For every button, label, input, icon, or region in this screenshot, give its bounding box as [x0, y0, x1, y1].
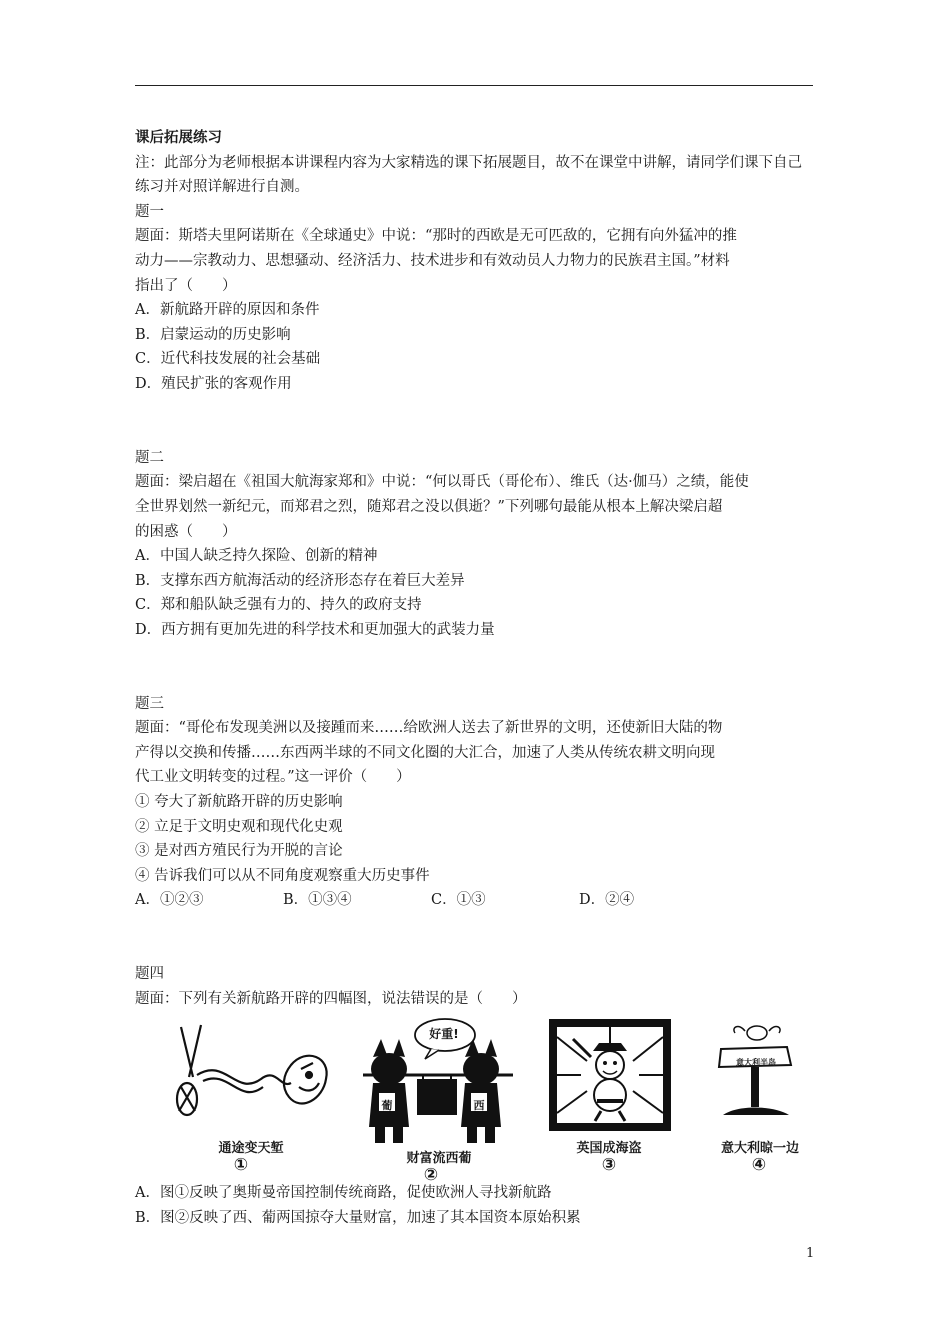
cartoon-figures: [135, 1017, 815, 1186]
figure-4-caption: 意大利晾一边: [720, 1141, 799, 1157]
question-2-stem-line: 题面：梁启超在《祖国大航海家郑和》中说：“何以哥氏（哥伦布）、维氏（达·伽马）之绩，能使: [135, 474, 749, 491]
figure-2-tag-spain: 西: [473, 1099, 485, 1113]
question-4-stem-line: 题面：下列有关新航路开辟的四幅图，说法错误的是（ ）: [135, 990, 527, 1007]
question-1-option-c: C．近代科技发展的社会基础: [135, 351, 321, 368]
question-3-statement: ④ 告诉我们可以从不同角度观察重大历史事件: [135, 867, 430, 884]
question-3-statement: ② 立足于文明史观和现代化史观: [135, 818, 343, 835]
figure-2-tag-portugal: 葡: [381, 1099, 393, 1113]
question-3-option-b: B．①③④: [283, 892, 352, 909]
cartoon-figure-3: [547, 1017, 673, 1133]
question-2-stem-line: 全世界划然一新纪元，而郑君之烈，随郑君之没以俱逝？”下列哪句最能从根本上解决梁启超: [135, 498, 723, 515]
question-4-option-a: A．图①反映了奥斯曼帝国控制传统商路，促使欧洲人寻找新航路: [135, 1185, 552, 1202]
section-heading: 课后拓展练习: [135, 129, 222, 146]
document-body: [135, 126, 815, 1231]
question-1-stem-line: 动力——宗教动力、思想骚动、经济活力、技术进步和有效动员人力物力的民族君主国。”材料: [135, 252, 730, 269]
question-4-title: 题四: [135, 966, 164, 983]
cartoon-figure-1: [141, 1017, 341, 1135]
figure-1-caption: 通途变天堑: [218, 1141, 284, 1157]
question-1-option-b: B．启蒙运动的历史影响: [135, 326, 291, 343]
question-1-stem-line: 题面：斯塔夫里阿诺斯在《全球通史》中说：“那时的西欧是无可匹敌的，它拥有向外猛冲的推: [135, 228, 737, 245]
question-3-title: 题三: [135, 695, 164, 712]
question-2-stem-line: 的困惑（ ）: [135, 523, 237, 540]
figure-2-number: ②: [423, 1165, 439, 1186]
question-3-statement: ③ 是对西方殖民行为开脱的言论: [135, 843, 343, 860]
figure-2-caption: 财富流西葡: [406, 1151, 472, 1167]
figure-4-sign-text: 意大利半岛: [736, 1058, 776, 1068]
page-number: 1: [806, 1246, 815, 1261]
question-2-option-d: D．西方拥有更加先进的科学技术和更加强大的武装力量: [135, 621, 495, 638]
question-3-option-d: D．②④: [579, 892, 635, 909]
question-2-option-b: B．支撑东西方航海活动的经济形态存在着巨大差异: [135, 572, 465, 589]
question-1-title: 题一: [135, 203, 164, 220]
question-3-stem-line: 代工业文明转变的过程。”这一评价（ ）: [135, 769, 411, 786]
question-3-stem-line: 题面：“哥伦布发现美洲以及接踵而来……给欧洲人送去了新世界的文明，还使新旧大陆的物: [135, 720, 723, 737]
question-3-options: [135, 888, 815, 913]
section-note: 注：此部分为老师根据本讲课程内容为大家精选的课下拓展题目，故不在课堂中讲解，请同学们课下自己练习并对照详解进行自测。: [135, 154, 802, 196]
question-2-title: 题二: [135, 449, 164, 466]
question-2-option-a: A．中国人缺乏持久探险、创新的精神: [135, 548, 378, 565]
question-1-option-d: D．殖民扩张的客观作用: [135, 375, 292, 392]
question-1-stem-line: 指出了（ ）: [135, 277, 237, 294]
figure-3-caption: 英国成海盗: [576, 1141, 642, 1157]
question-3-option-a: A．①②③: [135, 892, 204, 909]
question-2-option-c: C．郑和船队缺乏强有力的、持久的政府支持: [135, 597, 422, 614]
question-3-stem-line: 产得以交换和传播……东西两半球的不同文化圈的大汇合，加速了人类从传统农耕文明向现: [135, 744, 715, 761]
question-4-option-b: B．图②反映了西、葡两国掠夺大量财富，加速了其本国资本原始积累: [135, 1209, 581, 1226]
figure-1-number: ①: [233, 1155, 249, 1176]
figure-2-bubble-text: 好重!: [429, 1027, 459, 1042]
figure-3-number: ③: [601, 1155, 617, 1176]
question-3-statement: ① 夸大了新航路开辟的历史影响: [135, 794, 343, 811]
question-3-option-c: C．①③: [431, 892, 486, 909]
question-1-option-a: A．新航路开辟的原因和条件: [135, 302, 320, 319]
figure-4-number: ④: [751, 1155, 767, 1176]
header-rule: [135, 85, 813, 86]
